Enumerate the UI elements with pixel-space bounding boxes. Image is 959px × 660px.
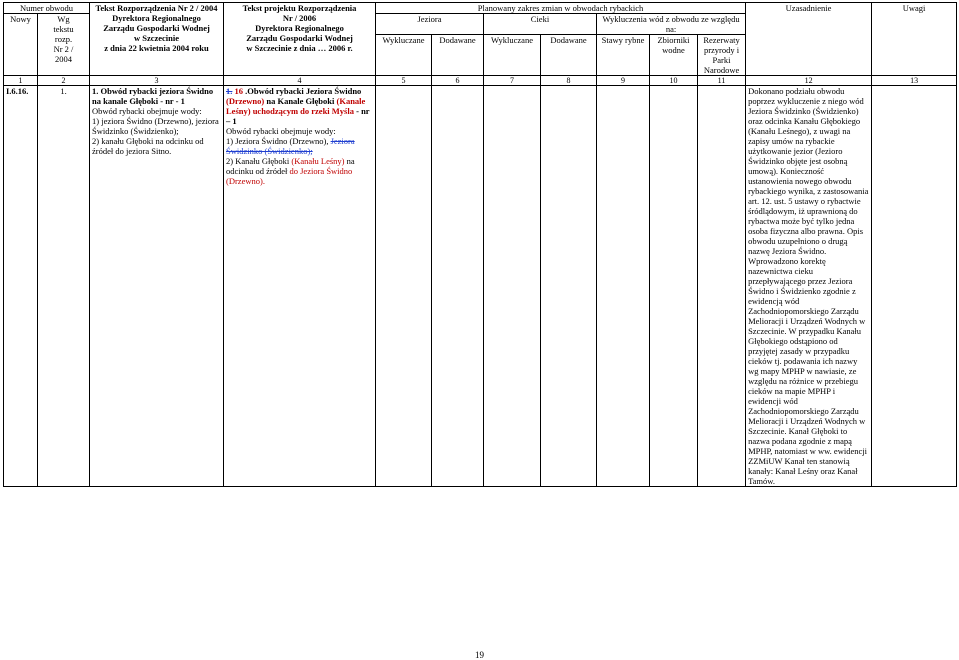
header-jeziora: Jeziora <box>376 14 484 35</box>
header-rezerwaty: Rezerwaty przyrody i Parki Narodowe <box>698 35 746 76</box>
header-cieki-wykluczane: Wykluczane <box>484 35 541 76</box>
column-numbers-row <box>4 76 957 86</box>
column-number: 8 <box>541 76 597 86</box>
header-jeziora-dodawane: Dodawane <box>432 35 484 76</box>
header-cieki: Cieki <box>484 14 597 35</box>
row-cieki-wykluczane <box>484 86 541 487</box>
column-number: 6 <box>432 76 484 86</box>
column-number: 10 <box>650 76 698 86</box>
header-wg-tekstu: Wg tekstu rozp. Nr 2 / 2004 <box>38 14 90 76</box>
header-tekst-projektu: Tekst projektu Rozporządzenia Nr / 2006 Dyrektora Regionalnego Zarządu Gospodarki Wodnej w Szczecinie z dnia … 2006 r. <box>224 3 376 76</box>
header-uzasadnienie: Uzasadnienie <box>746 3 872 76</box>
page-number: 19 <box>475 650 484 660</box>
column-number: 2 <box>38 76 90 86</box>
row-tekst-projektu <box>224 86 376 487</box>
column-number: 3 <box>90 76 224 86</box>
header-zbiorniki-wodne: Zbiorniki wodne <box>650 35 698 76</box>
rozp-body-line: 2) kanału Głęboki na odcinku od źródeł do jeziora Sitno. <box>92 136 204 156</box>
row-uwagi <box>872 86 957 487</box>
row-zbiorniki-wodne <box>650 86 698 487</box>
row-rezerwaty <box>698 86 746 487</box>
row-jeziora-wykluczane <box>376 86 432 487</box>
header-uwagi: Uwagi <box>872 3 957 76</box>
header-cieki-dodawane: Dodawane <box>541 35 597 76</box>
column-number: 12 <box>746 76 872 86</box>
column-number: 9 <box>597 76 650 86</box>
proj-body-line: Obwód rybacki obejmuje wody: <box>226 126 336 136</box>
header-stawy-rybne: Stawy rybne <box>597 35 650 76</box>
header-tekst-rozporzadzenia: Tekst Rozporządzenia Nr 2 / 2004 Dyrektora Regionalnego Zarządu Gospodarki Wodnej w Szczecinie z dnia 22 kwietnia 2004 roku <box>90 3 224 76</box>
row-tekst-rozporzadzenia <box>90 86 224 487</box>
row-stawy-rybne <box>597 86 650 487</box>
header-numer-obwodu: Numer obwodu <box>4 3 90 14</box>
column-number: 5 <box>376 76 432 86</box>
header-planowany-zakres: Planowany zakres zmian w obwodach rybackich <box>376 3 746 14</box>
row-wg: 1. <box>38 86 90 487</box>
column-number: 11 <box>698 76 746 86</box>
rozp-title: 1. Obwód rybacki jeziora Świdno na kanale Głęboki - nr - 1 <box>92 86 214 106</box>
rozp-body-line: 1) jeziora Świdno (Drzewno), jeziora Świdzinko (Świdzienko); <box>92 116 219 136</box>
row-uzasadnienie: Dokonano podziału obwodu poprzez wykluczenie z niego wód Jeziora Świdzinko (Świdzienko) oraz odcinka Kanału Głębokiego (Kanału Leśnego), z uwagi na zapisy umów na rybackie użytkowanie jezior (Jezioro Świdzinko objęte jest osobną umową). Konieczność ustanowienia nowego obwodu rybackiego wynika, z zastosowania art. 12. ust. 5 ustawy o rybactwie śródlądowym, iż uprawnioną do rybactwa może być tylko jedna osoba fizyczna albo prawna. Opis obwodu uzupełniono o drugą nazwę Jeziora Świdno. Wprowadzono korektę nazewnictwa cieku przepływającego przez Jeziora Świdno i Świdzienko zgodnie z ewidencją wód Zachodniopomorskiego Zarządu Melioracji i Urządzeń Wodnych w Szczecinie. W przypadku Kanału Głębokiego odstąpiono od przyjętej zasady w przypadku cieków tj. podawania ich nazwy wg mapy MPHP w nawiasie, ze względu na różnice w przebiegu cieków na mapie MPHP i ewidencji wód Zachodniopomorskiego Zarządu Melioracji i Urządzeń Wodnych w Szczecinie. Kanał Głęboki to nazwa podana zgodnie z mapą MPHP, natomiast w ww. ewidencji ZZMiUW Kanał ten stanowią kanały: Kanał Leśny oraz Kanał Tamów. <box>746 86 872 487</box>
column-number: 1 <box>4 76 38 86</box>
proj-body-line: 1) Jeziora Świdno (Drzewno), Jeziora Świdzinko (Świdzienko); <box>226 136 355 156</box>
proj-body-line: 2) Kanału Głęboki (Kanału Leśny) na odcinku od źródeł do Jeziora Świdno (Drzewno). <box>226 156 355 186</box>
proj-title: 1. 16 .Obwód rybacki Jeziora Świdno (Drzewno) na Kanale Głęboki (Kanale Leśny) uchodzącym do rzeki Myśla - nr – 1 <box>226 86 370 126</box>
row-nowy: I.6.16. <box>4 86 38 487</box>
row-cieki-dodawane <box>541 86 597 487</box>
header-wykluczenia: Wykluczenia wód z obwodu ze względu na: <box>597 14 746 35</box>
header-jeziora-wykluczane: Wykluczane <box>376 35 432 76</box>
column-number: 4 <box>224 76 376 86</box>
row-jeziora-dodawane <box>432 86 484 487</box>
column-number: 13 <box>872 76 957 86</box>
document-table <box>3 2 957 487</box>
header-nowy: Nowy <box>4 14 38 76</box>
rozp-body-line: Obwód rybacki obejmuje wody: <box>92 106 202 116</box>
table-row <box>4 86 957 487</box>
column-number: 7 <box>484 76 541 86</box>
